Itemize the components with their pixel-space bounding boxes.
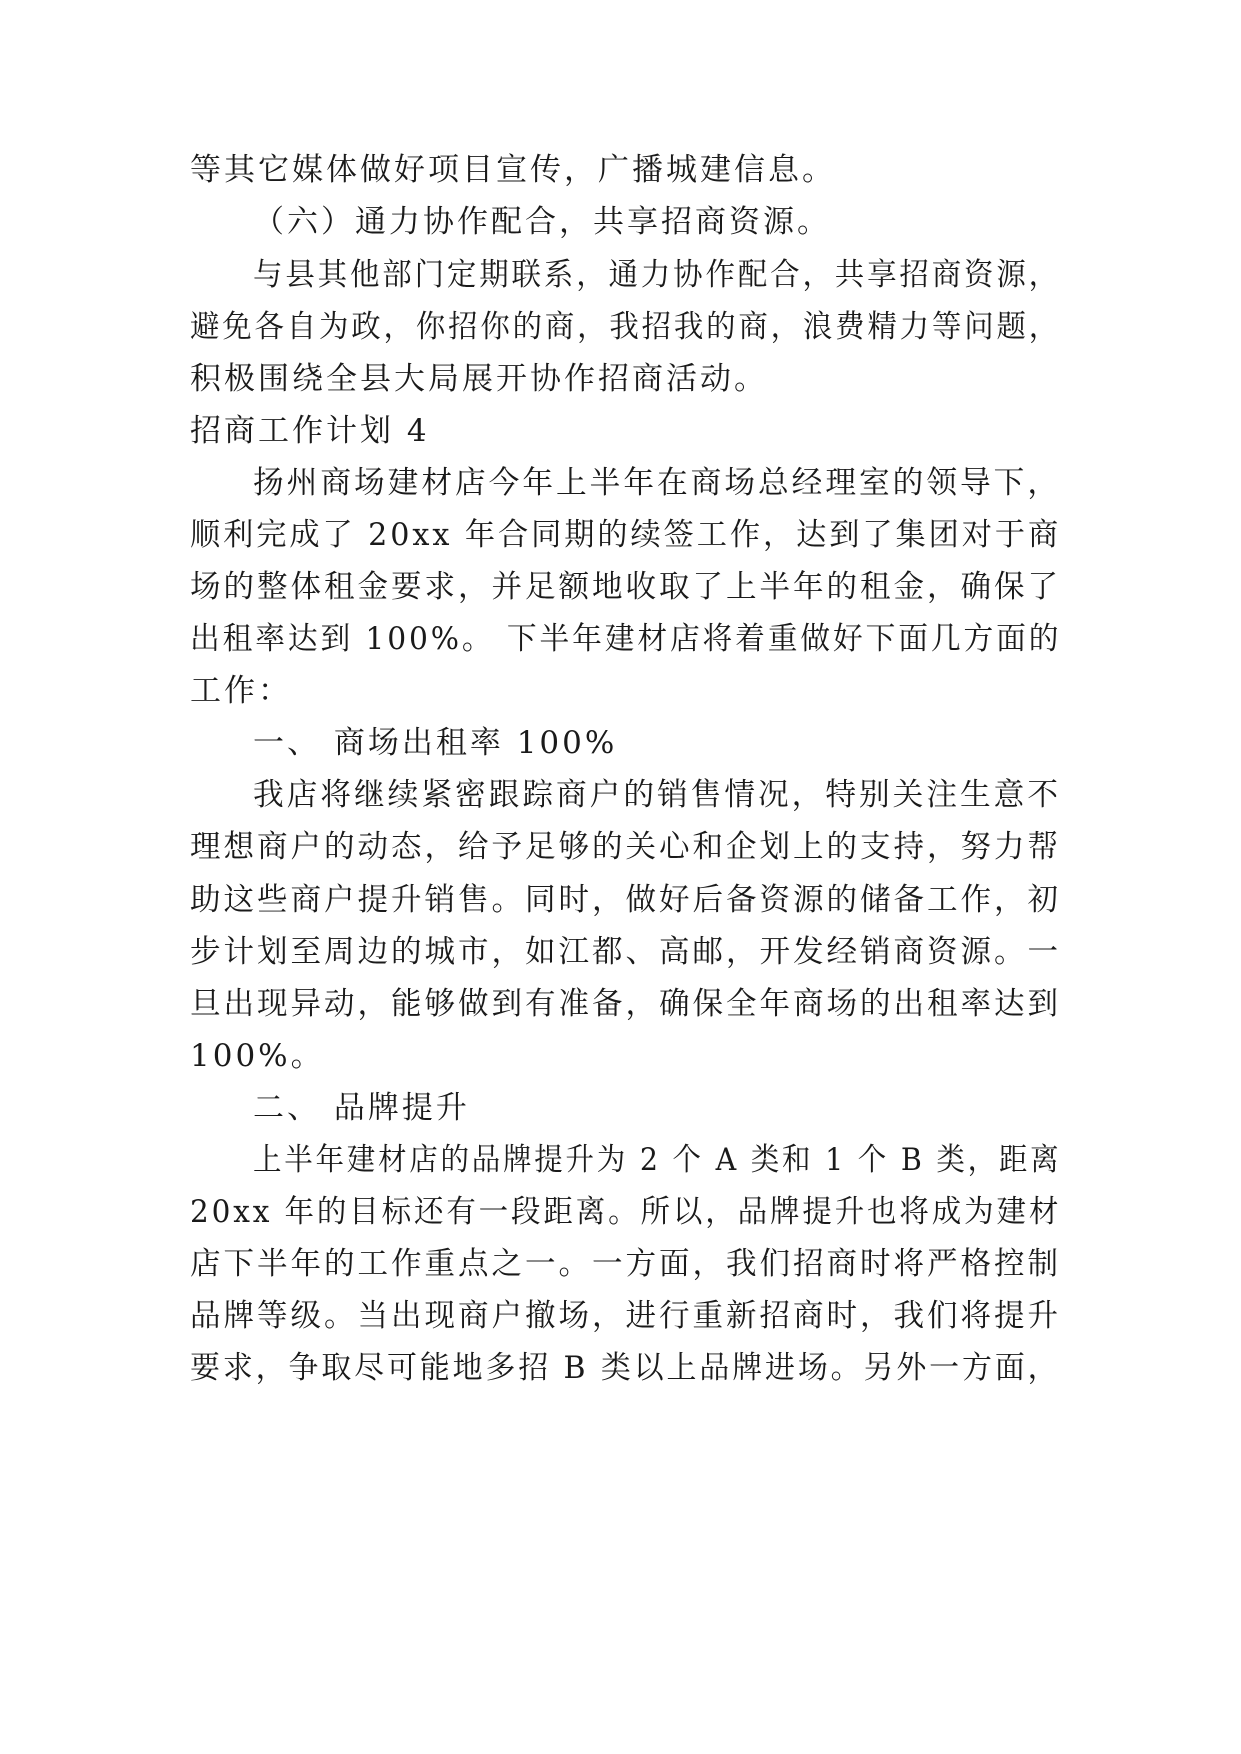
text-line: 与县其他部门定期联系，通力协作配合，共享招商资源， — [253, 257, 1061, 293]
text-line: 100%。 — [190, 1038, 325, 1074]
text-line: 品牌等级。当出现商户撤场，进行重新招商时，我们将提升 — [190, 1298, 1061, 1334]
text-line: 20xx 年的目标还有一段距离。所以，品牌提升也将成为建材 — [190, 1194, 1062, 1230]
text-line: 步计划至周边的城市，如江都、高邮，开发经销商资源。一 — [190, 934, 1061, 970]
plan-title: 招商工作计划 4 — [190, 413, 430, 449]
section-heading-1: 一、 商场出租率 100% — [253, 725, 618, 761]
section-heading-2: 二、 品牌提升 — [253, 1090, 470, 1126]
text-line: 工作： — [190, 673, 292, 709]
text-line: 出租率达到 100%。 下半年建材店将着重做好下面几方面的 — [190, 621, 1062, 657]
text-line: 扬州商场建材店今年上半年在商场总经理室的领导下， — [253, 465, 1061, 501]
text-line: 积极围绕全县大局展开协作招商活动。 — [190, 361, 768, 397]
text-line: 顺利完成了 20xx 年合同期的续签工作，达到了集团对于商 — [190, 517, 1062, 553]
text-line: 要求，争取尽可能地多招 B 类以上品牌进场。另外一方面， — [190, 1350, 1061, 1386]
text-line: 等其它媒体做好项目宣传，广播城建信息。 — [190, 152, 836, 188]
text-line: 助这些商户提升销售。同时，做好后备资源的储备工作，初 — [190, 882, 1061, 918]
text-line: 店下半年的工作重点之一。一方面，我们招商时将严格控制 — [190, 1246, 1061, 1282]
text-line: 上半年建材店的品牌提升为 2 个 A 类和 1 个 B 类，距离 — [253, 1142, 1062, 1178]
section-heading-6: （六）通力协作配合，共享招商资源。 — [253, 204, 831, 240]
text-line: 旦出现异动，能够做到有准备，确保全年商场的出租率达到 — [190, 986, 1061, 1022]
text-line: 场的整体租金要求，并足额地收取了上半年的租金，确保了 — [190, 569, 1061, 605]
text-line: 避免各自为政，你招你的商，我招我的商，浪费精力等问题， — [190, 309, 1061, 345]
text-line: 我店将继续紧密跟踪商户的销售情况，特别关注生意不 — [253, 777, 1061, 813]
text-line: 理想商户的动态，给予足够的关心和企划上的支持，努力帮 — [190, 829, 1061, 865]
